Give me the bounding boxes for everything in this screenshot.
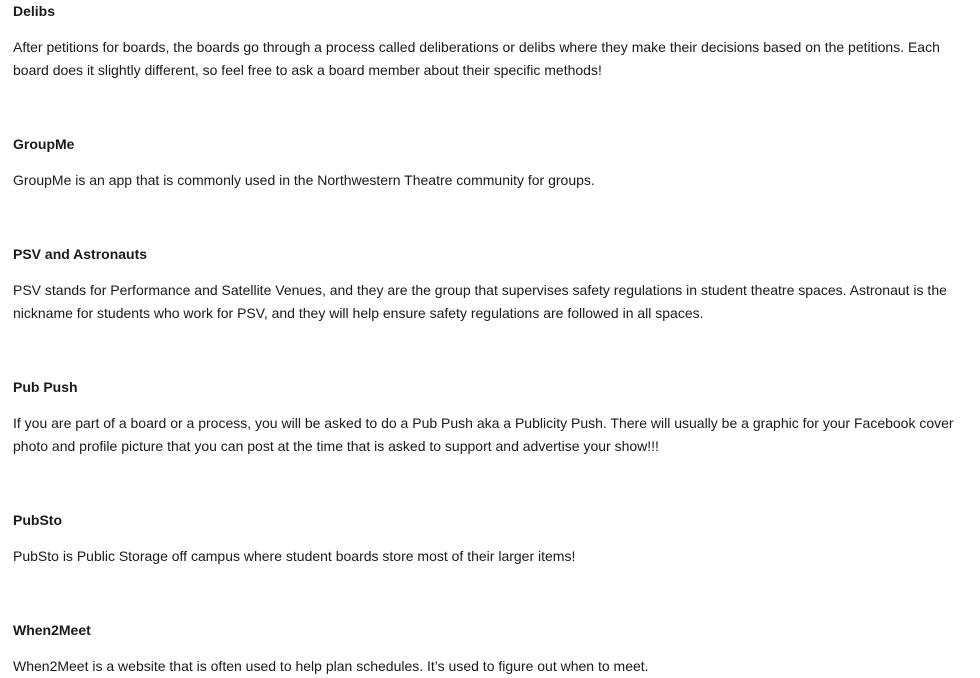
term-heading: When2Meet [13, 622, 91, 638]
term-definition: When2Meet is a website that is often used to help plan schedules. It’s used to figure out when to meet. [13, 658, 649, 674]
term-definition: PSV stands for Performance and Satellite Venues, and they are the group that supervises safety regulations in student theatre spaces. Astronaut is the nickname for students who work for PSV, and they will help ensure safety regulations are followed in all spaces. [13, 282, 947, 321]
term-heading: PSV and Astronauts [13, 246, 148, 262]
glossary-entry-groupme [13, 133, 963, 192]
term-definition: After petitions for boards, the boards go through a process called deliberations or delibs where they make their decisions based on the petitions. Each board does it slightly different, so feel free to ask a board member about their specific methods! [13, 39, 940, 78]
term-heading: PubSto [13, 512, 62, 528]
glossary-entry-psv [13, 243, 963, 325]
glossary-entry-pub-push [13, 376, 963, 458]
term-definition: PubSto is Public Storage off campus where student boards store most of their larger items! [13, 548, 576, 564]
term-heading: Pub Push [13, 379, 78, 395]
term-definition: If you are part of a board or a process, you will be asked to do a Pub Push aka a Publicity Push. There will usually be a graphic for your Facebook cover photo and profile picture that you can post at the time that is asked to support and advertise your show!!! [13, 415, 954, 454]
glossary-entry-pubsto [13, 509, 963, 568]
term-definition: GroupMe is an app that is commonly used in the Northwestern Theatre community for groups. [13, 172, 595, 188]
glossary-entry-delibs [13, 0, 963, 82]
term-heading: GroupMe [13, 136, 75, 152]
glossary-entry-when2meet [13, 619, 963, 678]
term-heading: Delibs [13, 3, 56, 19]
